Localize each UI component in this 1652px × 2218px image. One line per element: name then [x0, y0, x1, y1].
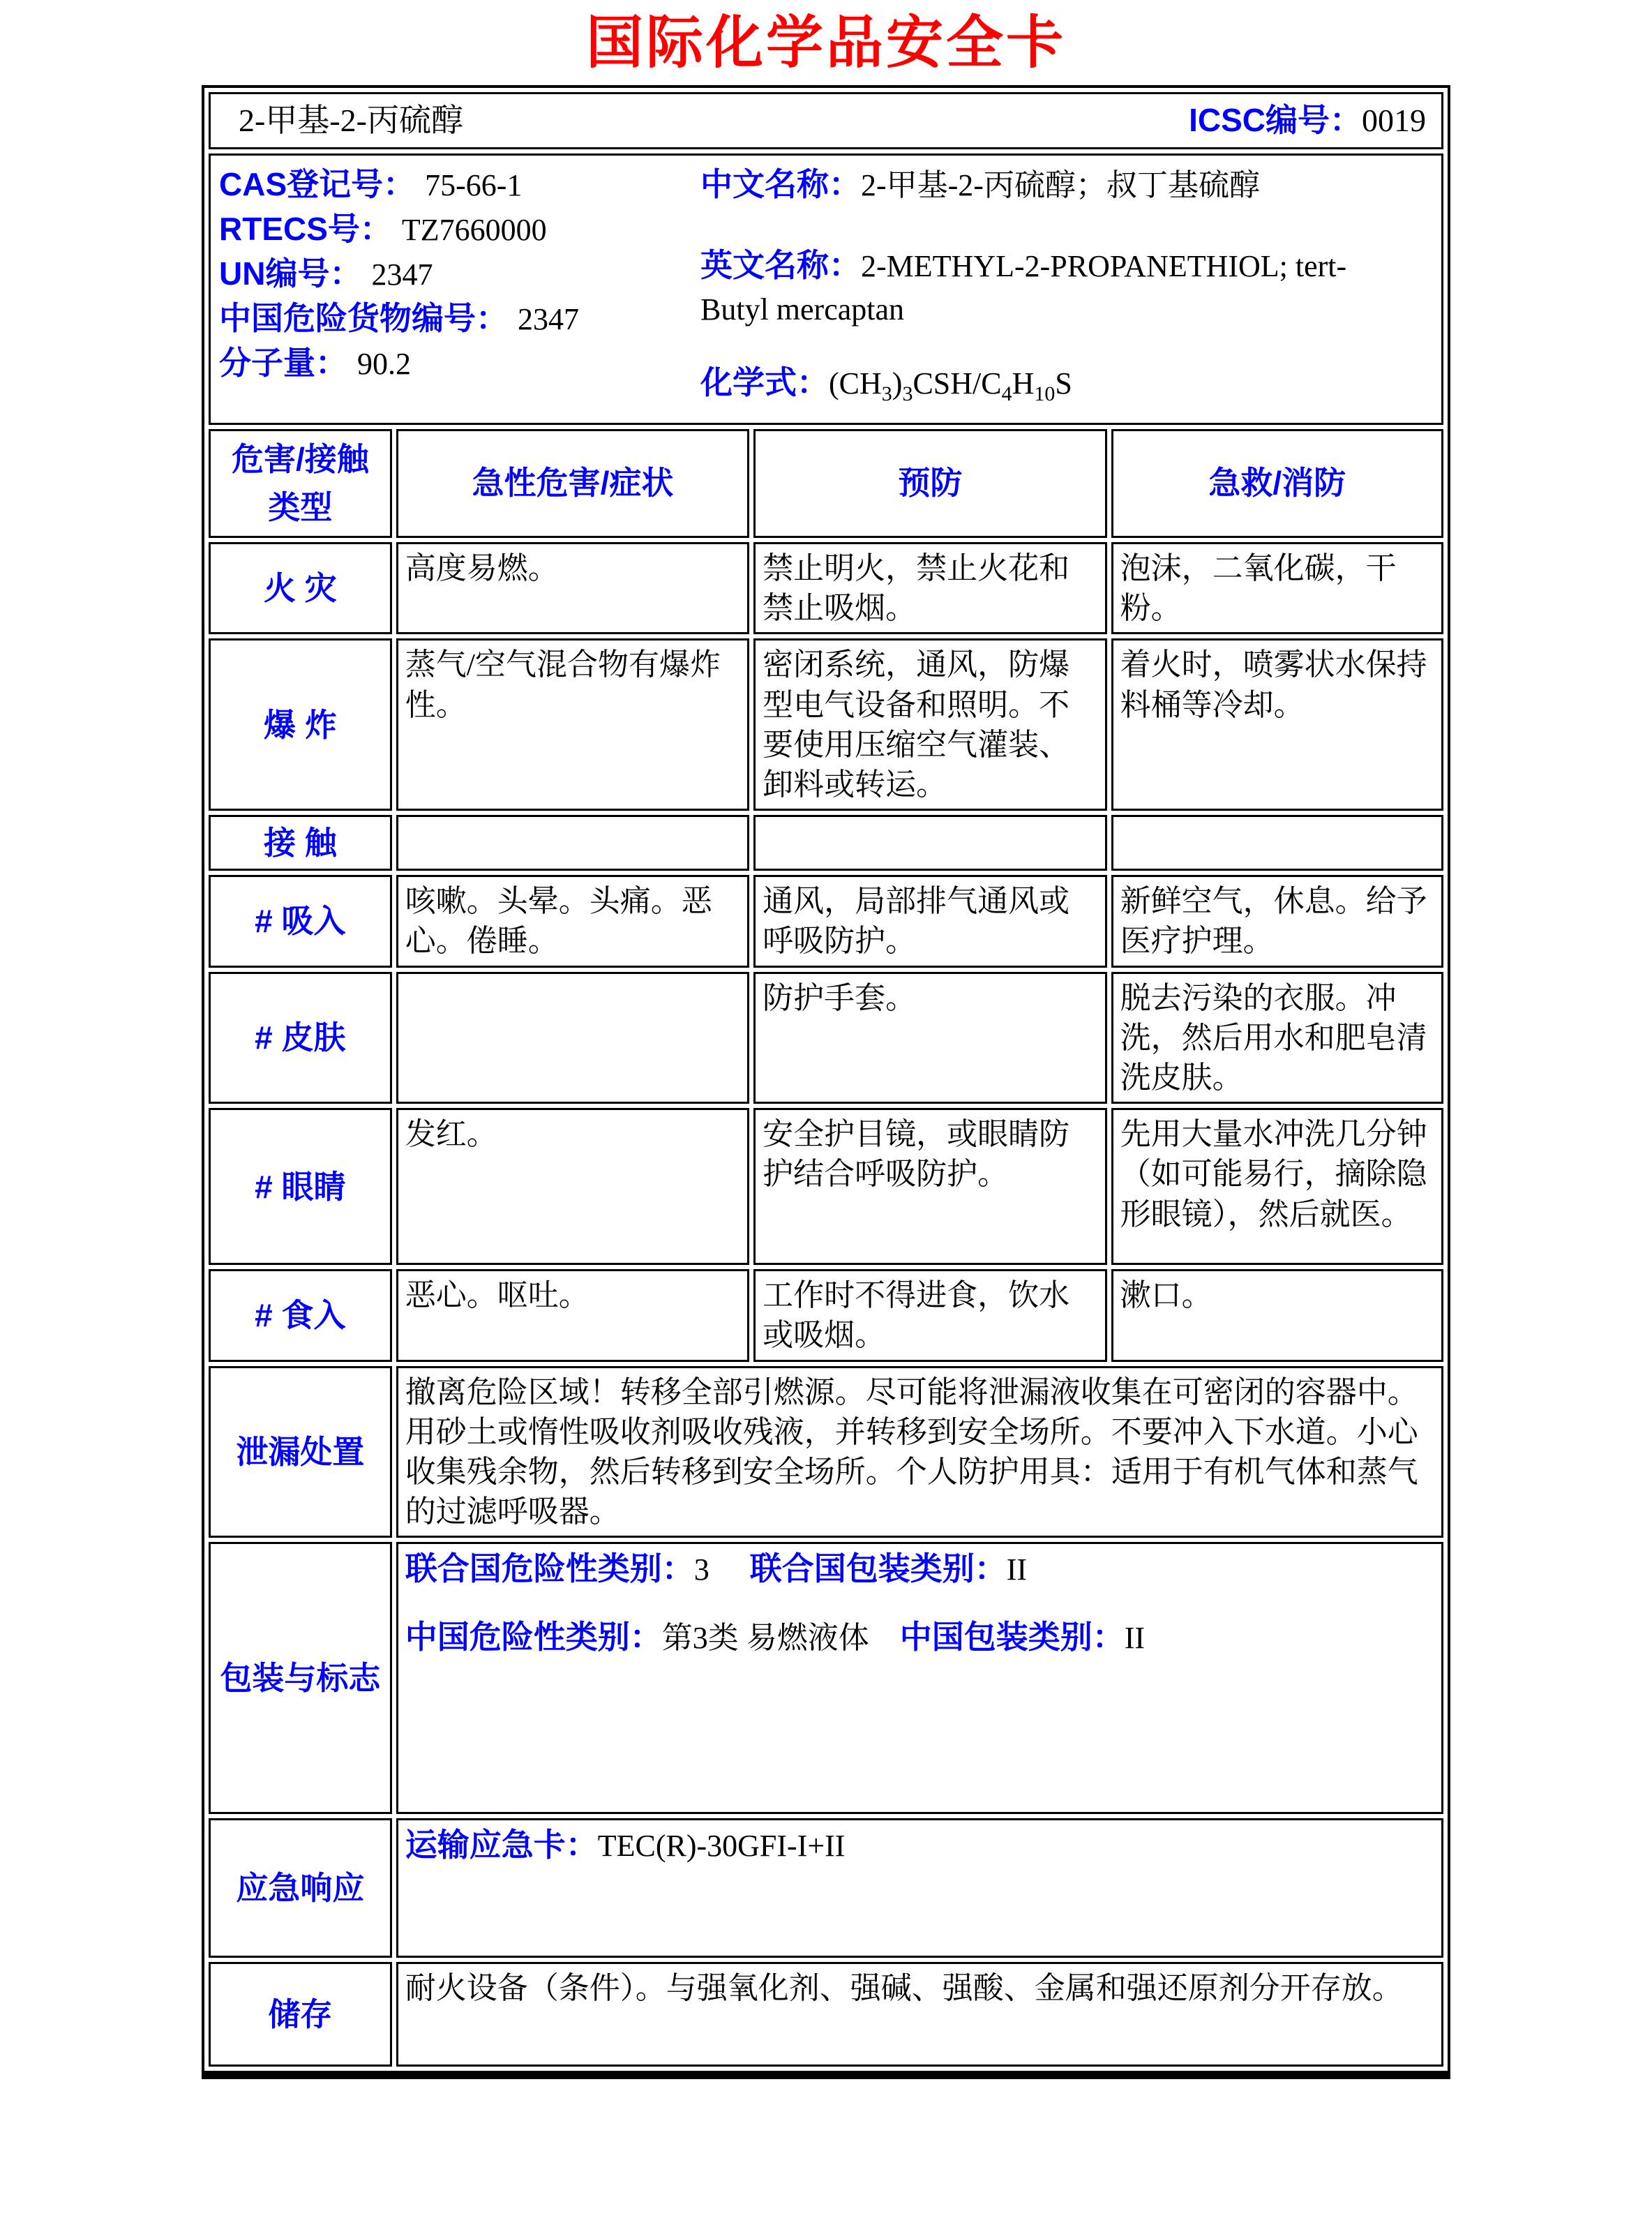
hazard-type-label: # 眼睛: [209, 1108, 392, 1265]
response-cell: 先用大量水冲洗几分钟（如可能易行，摘除隐形眼镜），然后就医。: [1111, 1108, 1443, 1265]
china-classification-line: 中国危险性类别：第3类 易燃液体 中国包装类别：II: [405, 1619, 1146, 1656]
molecular-weight-line: 分子量： 90.2: [219, 345, 411, 382]
hazard-type-label: 火 灾: [209, 542, 392, 634]
column-header-prevention: 预防: [753, 429, 1106, 538]
hazard-type-label: # 皮肤: [209, 972, 392, 1104]
column-header-symptoms: 急性危害/症状: [396, 429, 749, 538]
chemical-formula-line: 化学式：$(CH_3)_3CSH/C_4H_{10}S$: [700, 364, 1072, 405]
section-label-spill-disposal: 泄漏处置: [209, 1366, 392, 1538]
response-cell: 泡沫，二氧化碳，干粉。: [1111, 542, 1443, 634]
chemical-formula: $(CH_3)_3CSH/C_4H_{10}S$: [829, 366, 1072, 405]
spill-disposal-text: 撤离危险区域！转移全部引燃源。尽可能将泄漏液收集在可密闭的容器中。用砂土或惰性吸收剂吸收残液，并转移到安全场所。不要冲入下水道。小心收集残余物，然后转移到安全场所。个人防护用具：适用于有机气体和蒸气的过滤呼吸器。: [396, 1366, 1443, 1538]
hazard-type-label: # 吸入: [209, 875, 392, 967]
symptoms-cell: 恶心。呕吐。: [396, 1269, 749, 1361]
symptoms-cell: 蒸气/空气混合物有爆炸性。: [396, 638, 749, 811]
page-title: 国际化学品安全卡: [585, 9, 1066, 76]
section-label-storage: 储存: [209, 1962, 392, 2067]
prevention-cell: 安全护目镜，或眼睛防护结合呼吸防护。: [753, 1108, 1106, 1265]
hazard-row-ingestion: [209, 1269, 1443, 1361]
identifiers-cell: [209, 153, 1443, 425]
response-cell: 新鲜空气，休息。给予医疗护理。: [1111, 875, 1443, 967]
rtecs-number-line: RTECS号： TZ7660000: [219, 211, 547, 248]
response-cell: 脱去污染的衣服。冲洗，然后用水和肥皂清洗皮肤。: [1111, 972, 1443, 1104]
hazard-row-fire: [209, 542, 1443, 634]
china-dangerous-goods-number-line: 中国危险货物编号： 2347: [219, 300, 579, 337]
storage-text: 耐火设备（条件）。与强氧化剂、强碱、强酸、金属和强还原剂分开存放。: [396, 1962, 1443, 2067]
prevention-cell: 工作时不得进食，饮水或吸烟。: [753, 1269, 1106, 1361]
un-number-line: UN编号： 2347: [219, 255, 433, 292]
section-label-emergency-response: 应急响应: [209, 1818, 392, 1958]
response-cell: [1111, 815, 1443, 871]
prevention-cell: 禁止明火，禁止火花和禁止吸烟。: [753, 542, 1106, 634]
hazard-type-label: # 食入: [209, 1269, 392, 1361]
hazard-row-eyes: [209, 1108, 1443, 1265]
icsc-number-value: 0019: [1362, 103, 1426, 139]
emergency-response-content: [396, 1818, 1443, 1958]
prevention-cell: 密闭系统，通风，防爆型电气设备和照明。不要使用压缩空气灌装、卸料或转运。: [753, 638, 1106, 811]
identifiers-right-column: [700, 163, 1398, 416]
grid-header-row: [209, 429, 1443, 538]
symptoms-cell: 发红。: [396, 1108, 749, 1265]
symptoms-cell: [396, 972, 749, 1104]
prevention-cell: 防护手套。: [753, 972, 1106, 1104]
transport-emergency-card-line: 运输应急卡：TEC(R)-30GFI-I+II: [405, 1827, 846, 1864]
chemical-name: 2-甲基-2-丙硫醇: [239, 103, 463, 139]
column-header-firstaid-firefighting: 急救/消防: [1111, 429, 1443, 538]
identifiers-left-column: [219, 163, 700, 386]
name-row: [209, 92, 1443, 149]
hazard-row-exposure: [209, 815, 1443, 871]
icsc-number-group: [1189, 100, 1426, 142]
name-cell: [209, 92, 1443, 149]
symptoms-cell: 高度易燃。: [396, 542, 749, 634]
response-cell: 漱口。: [1111, 1269, 1443, 1361]
english-name-line: 英文名称：2-METHYL-2-PROPANETHIOL; tert-Butyl mercaptan: [700, 247, 1347, 327]
response-cell: 着火时，喷雾状水保持料桶等冷却。: [1111, 638, 1443, 811]
symptoms-cell: 咳嗽。头晕。头痛。恶心。倦睡。: [396, 875, 749, 967]
prevention-cell: 通风，局部排气通风或呼吸防护。: [753, 875, 1106, 967]
section-label-packaging-labelling: 包装与标志: [209, 1542, 392, 1814]
section-row-spill-disposal: [209, 1366, 1443, 1538]
cas-number-line: CAS登记号： 75-66-1: [219, 166, 523, 203]
hazard-row-skin: [209, 972, 1443, 1104]
section-row-storage: [209, 1962, 1443, 2067]
section-row-packaging-labelling: [209, 1542, 1443, 1814]
icsc-number-label: ICSC编号：: [1189, 102, 1362, 139]
un-classification-line: 联合国危险性类别：3 联合国包装类别：II: [405, 1550, 1028, 1587]
chinese-name-line: 中文名称：2-甲基-2-丙硫醇；叔丁基硫醇: [700, 166, 1260, 203]
column-header-hazard-type: 危害/接触类型: [209, 429, 392, 538]
hazard-type-label: 爆 炸: [209, 638, 392, 811]
hazard-row-inhalation: [209, 875, 1443, 967]
identifiers-row: [209, 153, 1443, 425]
prevention-cell: [753, 815, 1106, 871]
hazard-row-explosion: [209, 638, 1443, 811]
hazard-type-label: 接 触: [209, 815, 392, 871]
symptoms-cell: [396, 815, 749, 871]
icsc-card-table: [202, 85, 1450, 2079]
packaging-labelling-content: [396, 1542, 1443, 1814]
section-row-emergency-response: [209, 1818, 1443, 1958]
